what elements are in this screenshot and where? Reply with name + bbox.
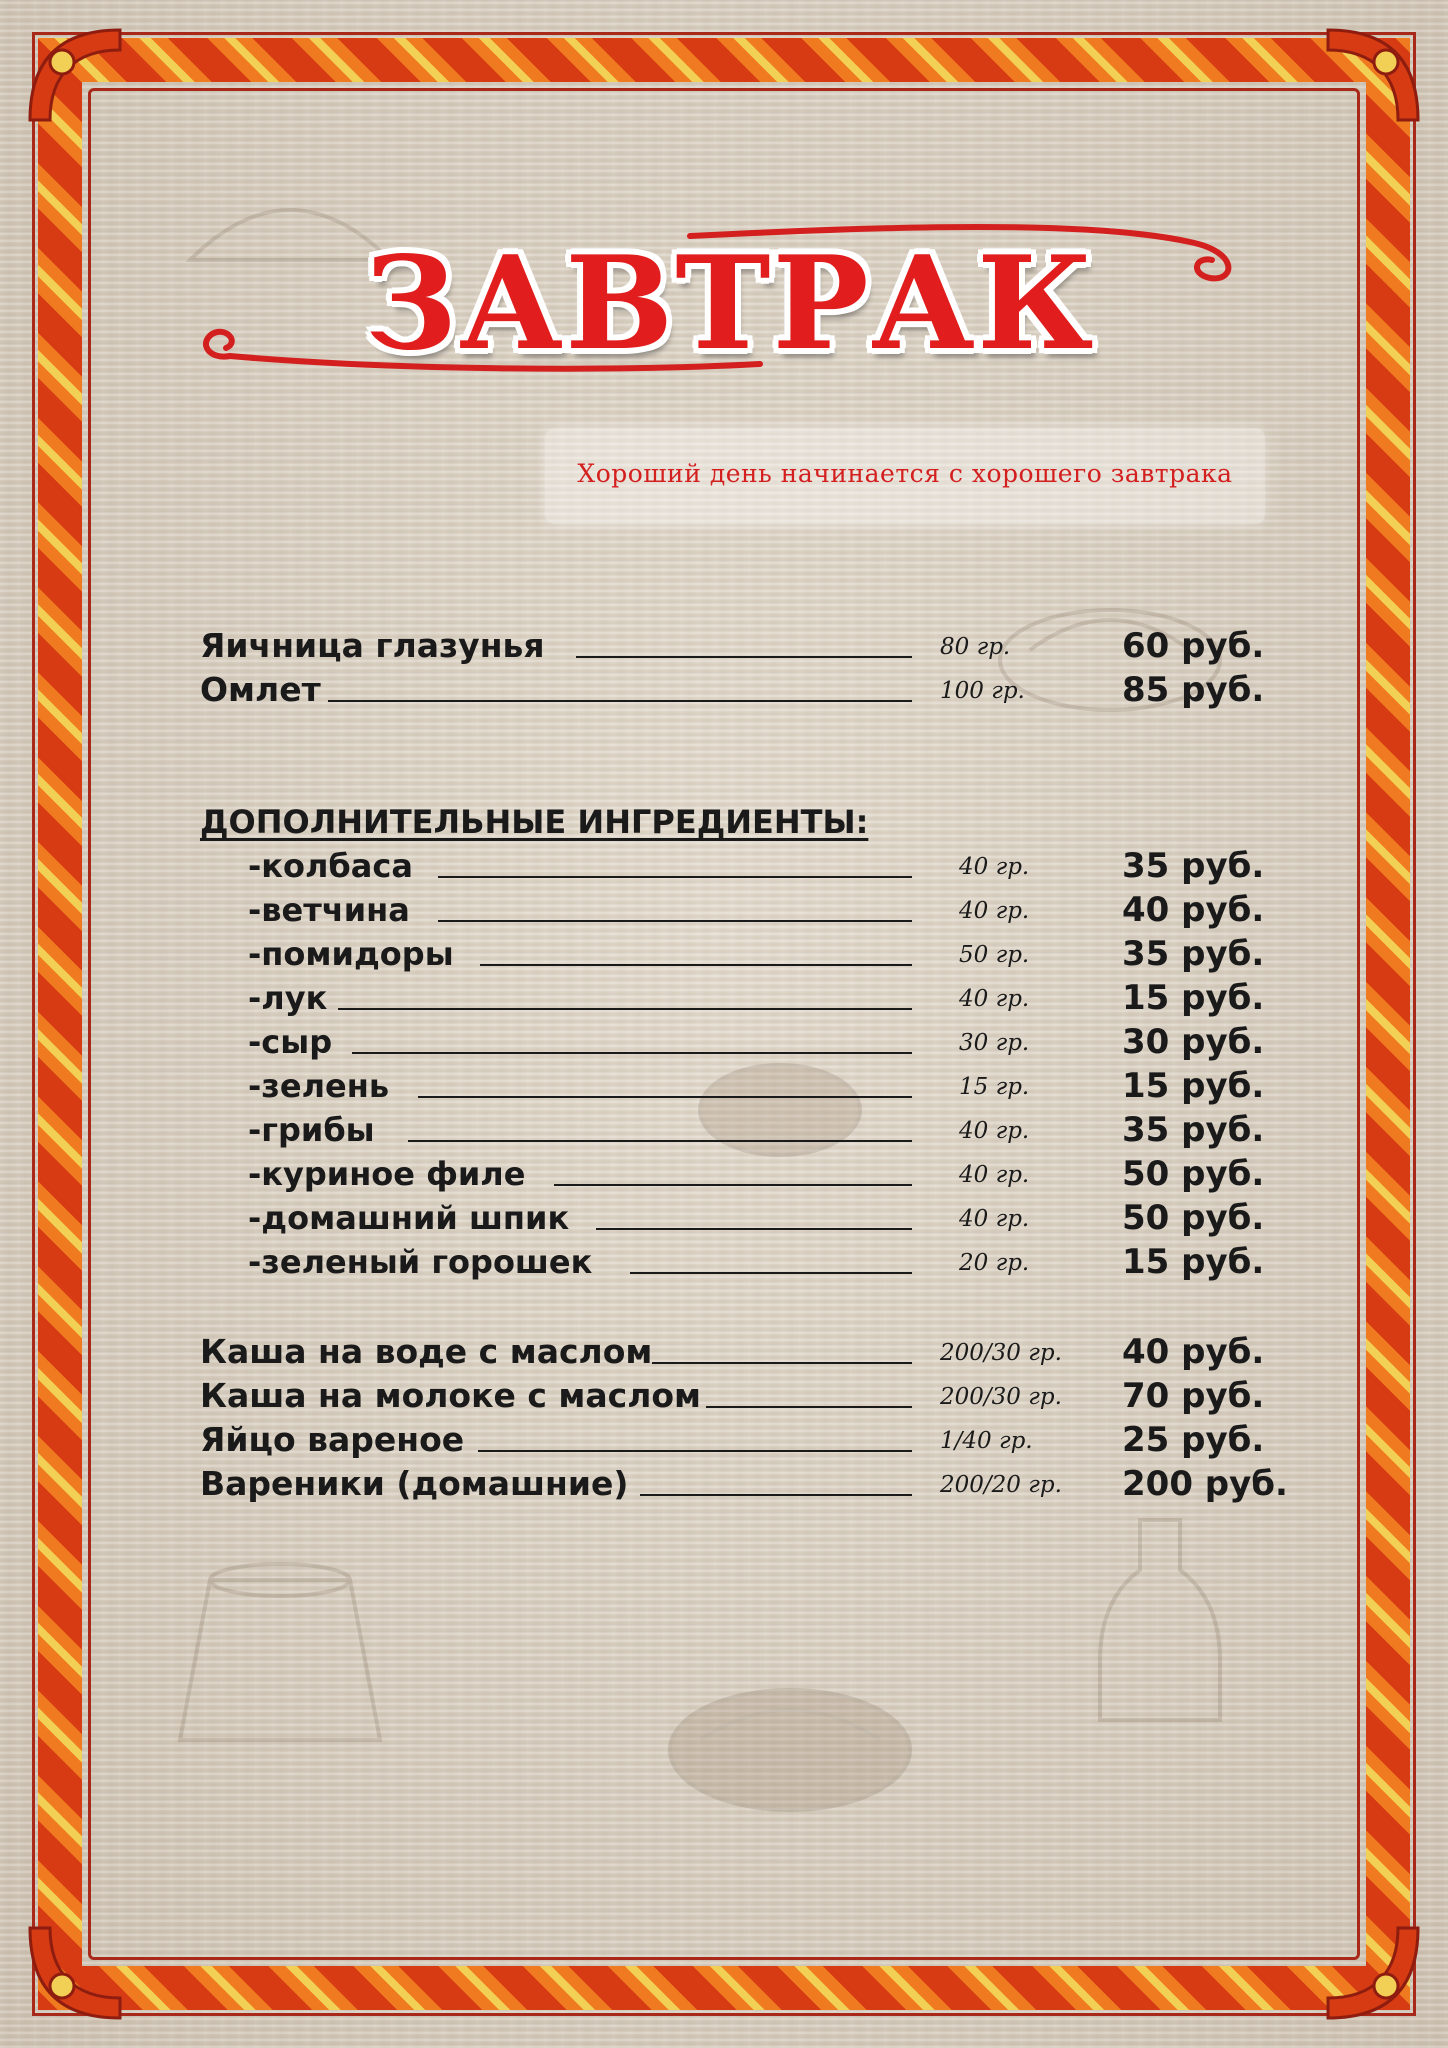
corner-ornament-icon xyxy=(1318,1918,1428,2028)
background-food-sketch-icon xyxy=(1060,1500,1260,1740)
menu-item-row xyxy=(200,1462,1288,1506)
extra-item-price: 15 руб. xyxy=(1122,1242,1265,1282)
extra-item-row xyxy=(248,932,1328,976)
menu-item-name: Омлет xyxy=(200,670,321,709)
menu-item-name: Каша на молоке с маслом xyxy=(200,1376,702,1415)
extra-item-name: -колбаса xyxy=(248,847,413,885)
extra-item-name: -сыр xyxy=(248,1023,333,1061)
menu-item-row xyxy=(200,1374,1280,1418)
leader-line xyxy=(706,1406,912,1408)
menu-item-weight: 80 гр. xyxy=(940,634,1011,660)
leader-line xyxy=(438,876,912,878)
menu-item-weight: 200/30 гр. xyxy=(940,1384,1062,1410)
corner-ornament-icon xyxy=(1318,20,1428,130)
extra-item-weight: 30 гр. xyxy=(959,1030,1030,1056)
extra-item-weight: 40 гр. xyxy=(959,1206,1030,1232)
extra-item-price: 50 руб. xyxy=(1122,1154,1265,1194)
extra-item-weight: 40 гр. xyxy=(959,1118,1030,1144)
menu-item-row xyxy=(200,1330,1280,1374)
extra-item-name: -ветчина xyxy=(248,891,410,929)
corner-ornament-icon xyxy=(20,1918,130,2028)
leader-line xyxy=(408,1140,912,1142)
menu-item-name: Вареники (домашние) xyxy=(200,1464,629,1503)
extra-item-price: 40 руб. xyxy=(1122,890,1265,930)
extra-item-name: -зелень xyxy=(248,1067,390,1105)
extra-item-weight: 40 гр. xyxy=(959,1162,1030,1188)
menu-item-weight: 1/40 гр. xyxy=(940,1428,1033,1454)
extra-item-weight: 20 гр. xyxy=(959,1250,1030,1276)
extra-item-row xyxy=(248,1020,1328,1064)
leader-line xyxy=(438,920,912,922)
extra-item-row xyxy=(248,1064,1328,1108)
extra-item-name: -помидоры xyxy=(248,935,454,973)
extras-heading: ДОПОЛНИТЕЛЬНЫЕ ИНГРЕДИЕНТЫ: xyxy=(200,803,869,841)
leader-line xyxy=(418,1096,912,1098)
page-title: ЗАВТРАК xyxy=(364,229,1096,379)
extra-item-name: -куриное филе xyxy=(248,1155,526,1193)
extra-item-weight: 40 гр. xyxy=(959,854,1030,880)
menu-item-row xyxy=(200,1418,1280,1462)
leader-line xyxy=(640,1494,912,1496)
title-block xyxy=(190,222,1270,392)
leader-line xyxy=(338,1008,912,1010)
menu-item-price: 200 руб. xyxy=(1122,1464,1288,1504)
extra-item-price: 35 руб. xyxy=(1122,934,1265,974)
extra-item-price: 15 руб. xyxy=(1122,1066,1265,1106)
extra-item-name: -лук xyxy=(248,979,328,1017)
background-food-sketch-icon xyxy=(150,1540,410,1760)
menu-item-price: 85 руб. xyxy=(1122,670,1265,710)
slogan-box xyxy=(545,428,1265,524)
extra-item-weight: 50 гр. xyxy=(959,942,1030,968)
leader-line xyxy=(630,1272,912,1274)
leader-line xyxy=(328,700,912,702)
corner-ornament-icon xyxy=(20,20,130,130)
extra-item-weight: 15 гр. xyxy=(959,1074,1030,1100)
menu-item-price: 70 руб. xyxy=(1122,1376,1265,1416)
leader-line xyxy=(478,1450,912,1452)
extra-item-row xyxy=(248,976,1328,1020)
leader-line xyxy=(652,1362,912,1364)
menu-item-row xyxy=(200,624,1280,668)
extra-item-row xyxy=(248,1196,1328,1240)
extra-item-price: 15 руб. xyxy=(1122,978,1265,1018)
extra-item-price: 30 руб. xyxy=(1122,1022,1265,1062)
background-food-sketch-icon xyxy=(640,1640,940,1840)
leader-line xyxy=(576,656,912,658)
menu-item-row xyxy=(200,668,1280,712)
leader-line xyxy=(596,1228,912,1230)
extra-item-name: -грибы xyxy=(248,1111,375,1149)
extra-item-price: 35 руб. xyxy=(1122,1110,1265,1150)
extra-item-row xyxy=(248,1108,1328,1152)
extra-item-row xyxy=(248,844,1328,888)
menu-item-name: Яичница глазунья xyxy=(200,626,545,665)
menu-item-name: Яйцо вареное xyxy=(200,1420,465,1459)
extra-item-weight: 40 гр. xyxy=(959,898,1030,924)
leader-line xyxy=(554,1184,912,1186)
menu-item-weight: 100 гр. xyxy=(940,678,1025,704)
menu-item-weight: 200/20 гр. xyxy=(940,1472,1062,1498)
extra-item-name: -зеленый горошек xyxy=(248,1243,593,1281)
menu-item-price: 40 руб. xyxy=(1122,1332,1265,1372)
leader-line xyxy=(480,964,912,966)
extra-item-price: 35 руб. xyxy=(1122,846,1265,886)
extra-item-weight: 40 гр. xyxy=(959,986,1030,1012)
extra-item-row xyxy=(248,1152,1328,1196)
menu-item-price: 60 руб. xyxy=(1122,626,1265,666)
extra-item-price: 50 руб. xyxy=(1122,1198,1265,1238)
menu-item-name: Каша на воде с маслом xyxy=(200,1332,653,1371)
extra-item-row xyxy=(248,1240,1328,1284)
extra-item-row xyxy=(248,888,1328,932)
leader-line xyxy=(352,1052,912,1054)
menu-item-price: 25 руб. xyxy=(1122,1420,1265,1460)
menu-item-weight: 200/30 гр. xyxy=(940,1340,1062,1366)
slogan-text: Хороший день начинается с хорошего завтрака xyxy=(577,459,1233,488)
extra-item-name: -домашний шпик xyxy=(248,1199,570,1237)
